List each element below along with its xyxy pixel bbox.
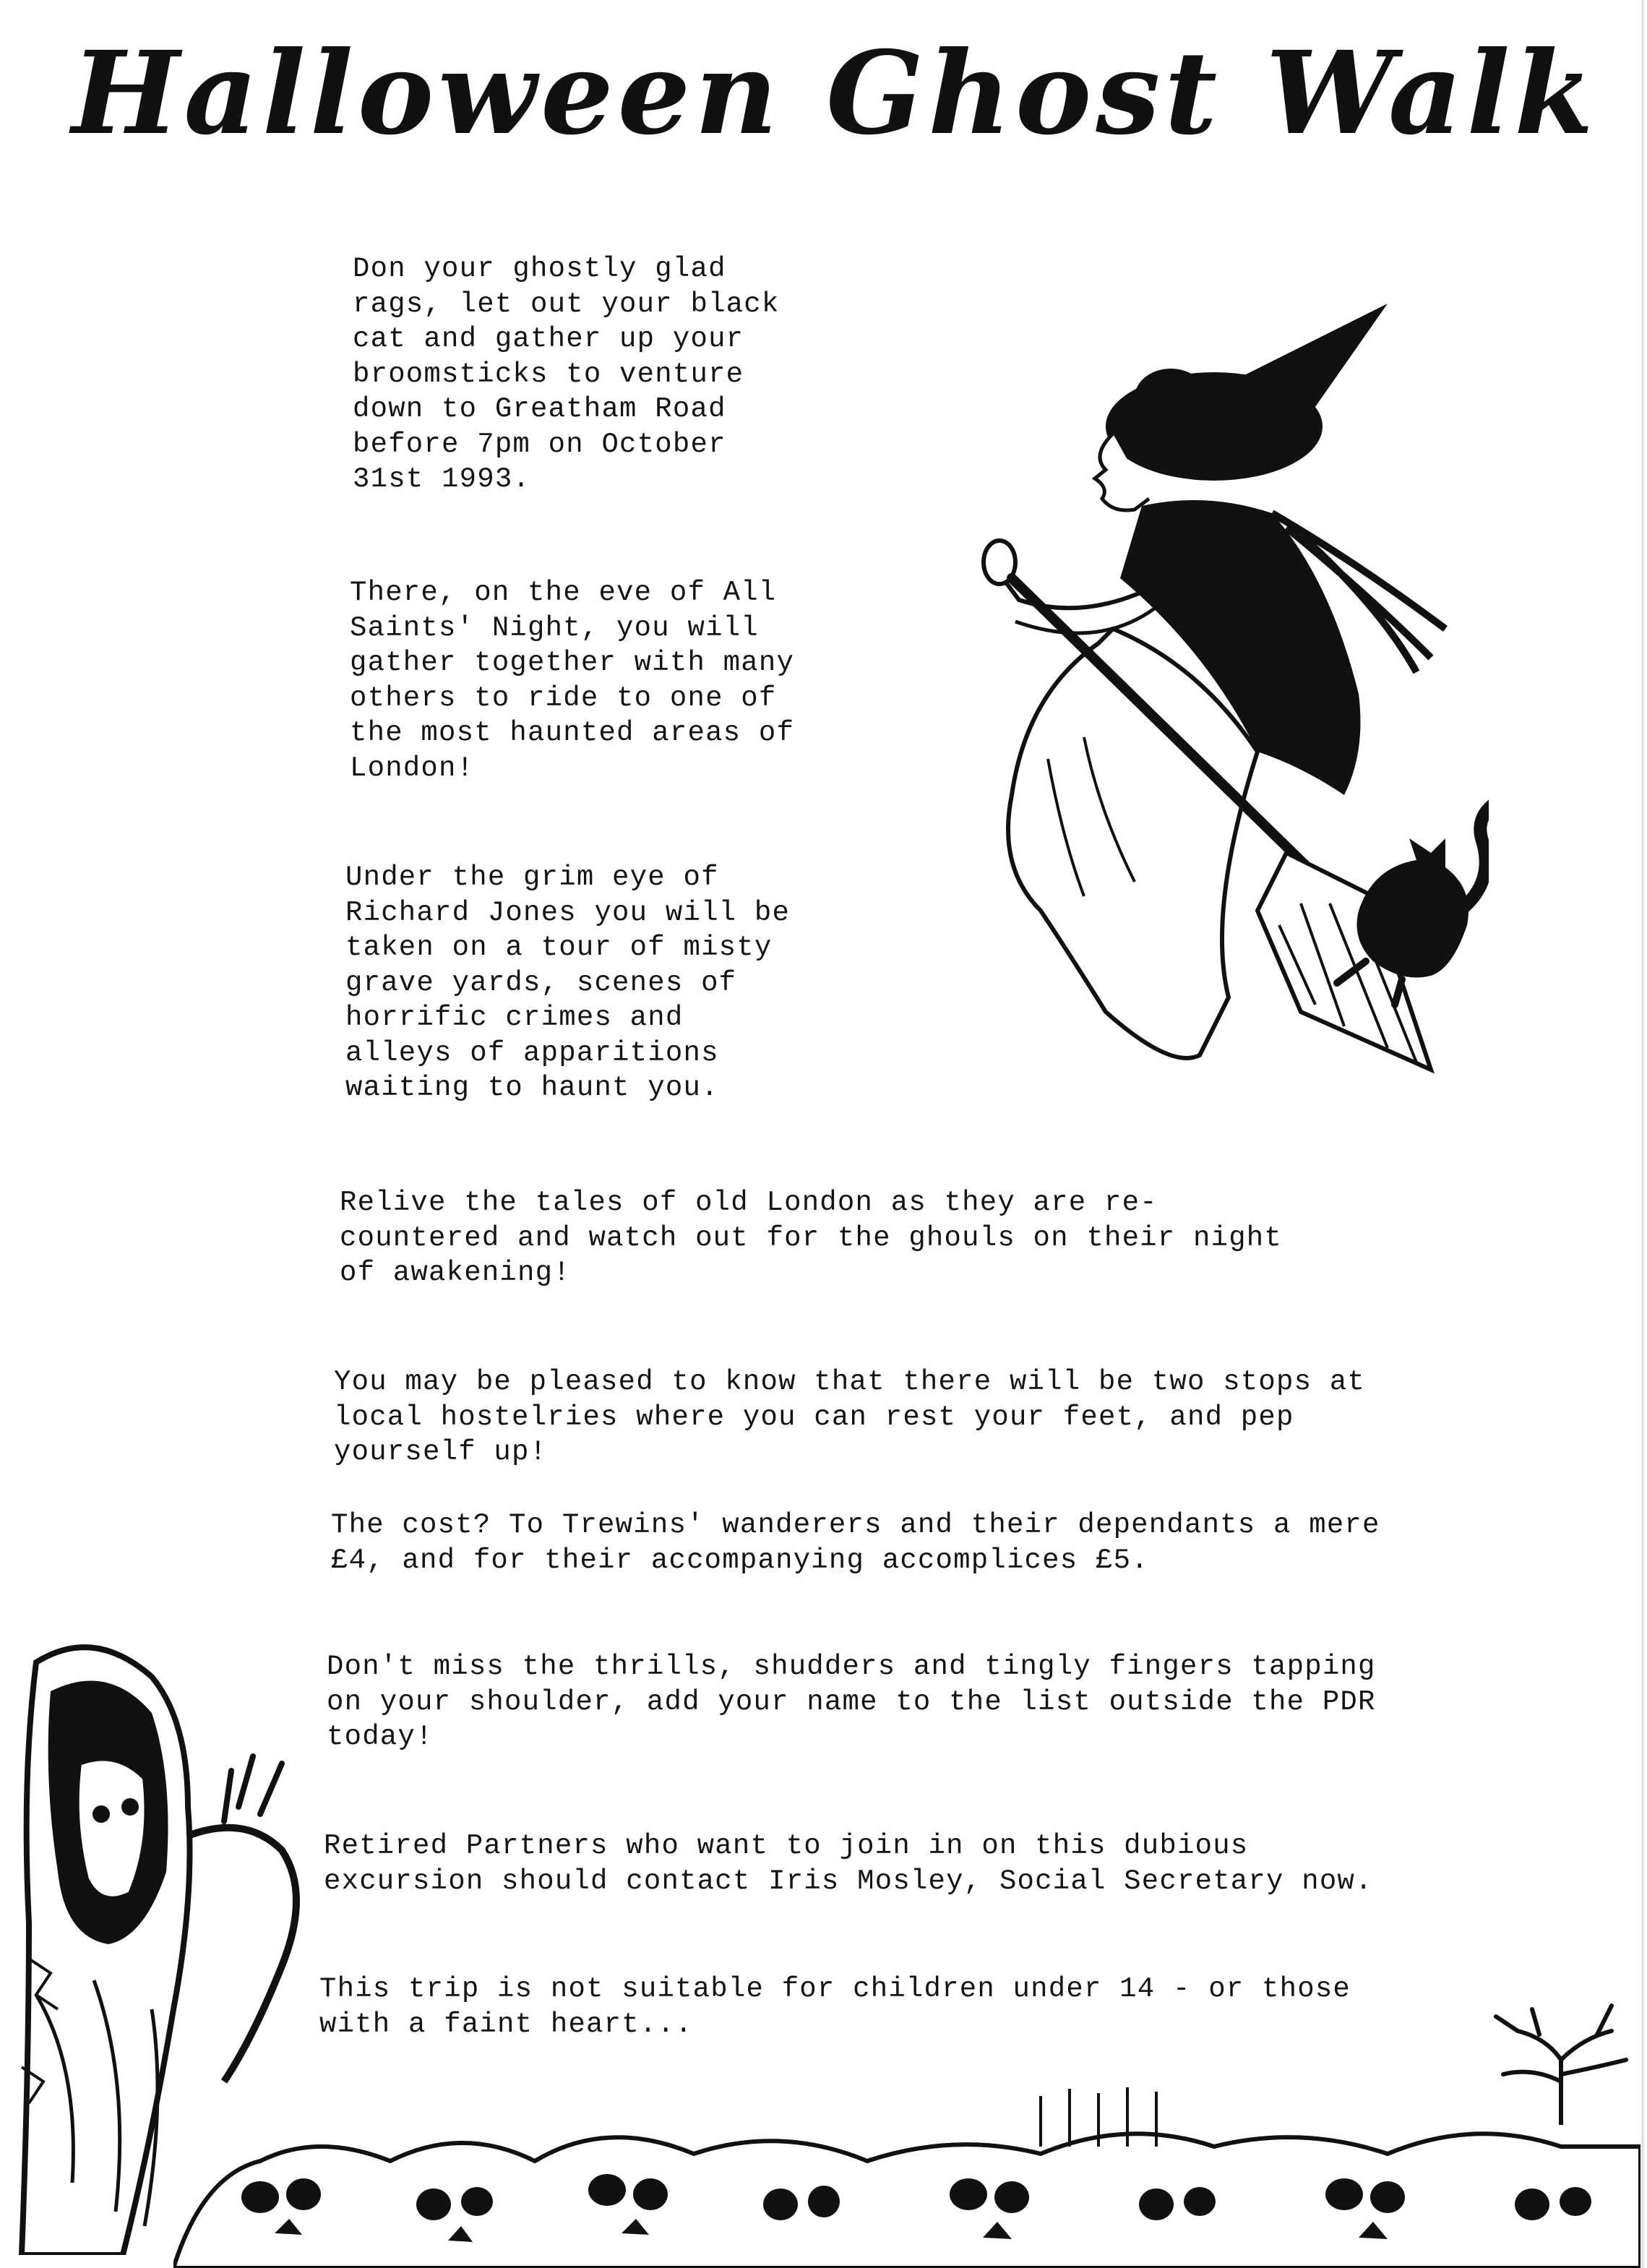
sign-up-paragraph: Don't miss the thrills, shudders and tingly fingers tapping on your shoulder, add your name to the list outside the PDR today!	[327, 1651, 1376, 1753]
skull-border-illustration-icon	[173, 2067, 1640, 2268]
cost-paragraph: The cost? To Trewins' wanderers and their dependants a mere £4, and for their accompanying accomplices £5.	[331, 1509, 1380, 1576]
hostelries-paragraph: You may be pleased to know that there will be two stops at local hostelries where you can rest your feet, and pep yourself up!	[334, 1366, 1366, 1468]
suitability-paragraph: This trip is not suitable for children under 14 - or those with a faint heart...	[319, 1973, 1351, 2040]
dead-tree-illustration-icon	[1489, 1995, 1633, 2125]
tales-paragraph: Relive the tales of old London as they are re- countered and watch out for the ghouls on their night of awakening!	[340, 1187, 1283, 1289]
all-saints-paragraph: There, on the eve of All Saints' Night, you will gather together with many others to ride to one of the most haunted areas of London!	[350, 577, 795, 784]
tour-paragraph: Under the grim eye of Richard Jones you will be taken on a tour of misty grave yards, scenes of horrific crimes and alleys of apparitions waiting to haunt you.	[345, 862, 791, 1104]
page-title: Halloween Ghost Walk	[72, 27, 1598, 160]
intro-paragraph: Don your ghostly glad rags, let out your black cat and gather up your broomsticks to venture down to Greatham Road before 7pm on October 31st 1993.	[353, 253, 780, 495]
page-edge	[1641, 0, 1644, 2268]
retired-partners-paragraph: Retired Partners who want to join in on this dubious excursion should contact Iris Mosley, Social Secretary now.	[324, 1830, 1373, 1897]
witch-illustration-icon	[896, 289, 1489, 1099]
